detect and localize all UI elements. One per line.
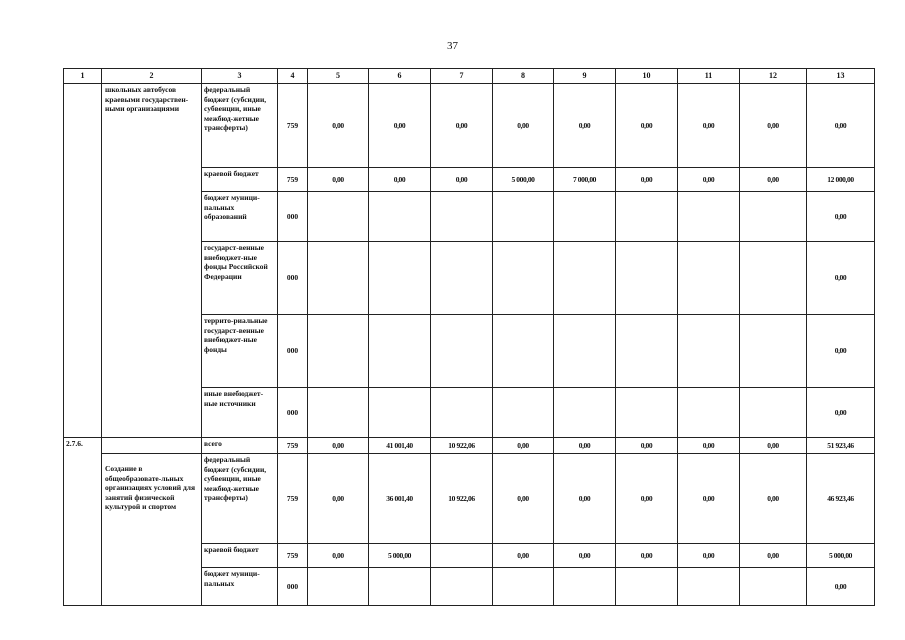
value-cell <box>431 544 493 568</box>
column-header: 6 <box>369 69 431 84</box>
column-header: 3 <box>202 69 278 84</box>
value-cell: 0,00 <box>678 84 740 168</box>
value-cell: 0,00 <box>554 544 616 568</box>
value-cell: 0,00 <box>431 84 493 168</box>
value-cell <box>369 315 431 388</box>
code-cell: 000 <box>278 315 308 388</box>
column-header: 13 <box>807 69 875 84</box>
code-cell: 759 <box>278 168 308 192</box>
funding-source-cell: бюджет муници-пальных образований <box>202 192 278 242</box>
value-cell: 0,00 <box>308 438 369 454</box>
funding-source-cell: бюджет муници-пальных <box>202 568 278 606</box>
value-cell: 0,00 <box>554 438 616 454</box>
column-header: 10 <box>616 69 678 84</box>
value-cell: 0,00 <box>616 168 678 192</box>
funding-source-cell: иные внебюджет-ные источники <box>202 388 278 438</box>
value-cell: 0,00 <box>678 454 740 544</box>
total-cell: 0,00 <box>807 388 875 438</box>
code-cell: 759 <box>278 84 308 168</box>
value-cell: 0,00 <box>554 84 616 168</box>
value-cell <box>493 315 554 388</box>
value-cell <box>308 388 369 438</box>
value-cell: 0,00 <box>308 84 369 168</box>
value-cell: 0,00 <box>308 544 369 568</box>
value-cell <box>431 568 493 606</box>
value-cell <box>369 568 431 606</box>
value-cell: 0,00 <box>740 454 807 544</box>
value-cell <box>369 388 431 438</box>
value-cell: 0,00 <box>740 438 807 454</box>
value-cell: 0,00 <box>308 454 369 544</box>
column-header: 4 <box>278 69 308 84</box>
value-cell: 7 000,00 <box>554 168 616 192</box>
value-cell <box>369 242 431 315</box>
funding-source-cell: террито-риальные государст-венные внебюджет-ные фонды <box>202 315 278 388</box>
value-cell <box>493 242 554 315</box>
funding-source-cell: федеральный бюджет (субсидии, субвенции, иные межбюд-жетные трансферты) <box>202 454 278 544</box>
value-cell <box>554 388 616 438</box>
value-cell: 0,00 <box>678 544 740 568</box>
item-name-cell: Создание в общеобразовате-льных организациях условий для занятий физической культурой и спортом <box>102 454 202 606</box>
value-cell <box>493 192 554 242</box>
value-cell: 0,00 <box>678 168 740 192</box>
column-header: 9 <box>554 69 616 84</box>
item-number-cell <box>64 84 102 438</box>
page-number: 37 <box>447 40 458 52</box>
table-row <box>64 84 875 168</box>
value-cell <box>554 315 616 388</box>
value-cell: 0,00 <box>616 84 678 168</box>
value-cell <box>308 568 369 606</box>
value-cell <box>740 568 807 606</box>
value-cell: 0,00 <box>678 438 740 454</box>
value-cell <box>616 568 678 606</box>
funding-source-cell: всего <box>202 438 278 454</box>
value-cell: 0,00 <box>616 438 678 454</box>
value-cell <box>308 315 369 388</box>
value-cell: 0,00 <box>740 544 807 568</box>
total-cell: 0,00 <box>807 242 875 315</box>
code-cell: 759 <box>278 454 308 544</box>
item-name-cell <box>102 438 202 454</box>
code-cell: 000 <box>278 568 308 606</box>
value-cell: 5 000,00 <box>369 544 431 568</box>
value-cell: 36 001,40 <box>369 454 431 544</box>
value-cell <box>740 192 807 242</box>
column-header: 11 <box>678 69 740 84</box>
value-cell <box>740 388 807 438</box>
value-cell: 0,00 <box>740 84 807 168</box>
table-row <box>64 438 875 454</box>
value-cell <box>493 388 554 438</box>
total-cell: 0,00 <box>807 84 875 168</box>
value-cell <box>554 568 616 606</box>
value-cell <box>308 192 369 242</box>
column-header: 5 <box>308 69 369 84</box>
value-cell: 0,00 <box>616 544 678 568</box>
value-cell: 0,00 <box>369 84 431 168</box>
value-cell <box>678 242 740 315</box>
value-cell <box>678 315 740 388</box>
column-header: 1 <box>64 69 102 84</box>
value-cell: 0,00 <box>740 168 807 192</box>
funding-source-cell: федеральный бюджет (субсидии, субвенции, иные межбюд-жетные трансферты) <box>202 84 278 168</box>
code-cell: 000 <box>278 192 308 242</box>
value-cell <box>431 388 493 438</box>
value-cell <box>678 388 740 438</box>
value-cell: 0,00 <box>554 454 616 544</box>
value-cell: 10 922,06 <box>431 454 493 544</box>
value-cell: 0,00 <box>308 168 369 192</box>
total-cell: 0,00 <box>807 192 875 242</box>
total-cell: 12 000,00 <box>807 168 875 192</box>
value-cell <box>616 192 678 242</box>
value-cell: 0,00 <box>616 454 678 544</box>
column-header: 2 <box>102 69 202 84</box>
value-cell <box>554 242 616 315</box>
value-cell <box>678 192 740 242</box>
value-cell <box>616 315 678 388</box>
funding-source-cell: краевой бюджет <box>202 168 278 192</box>
value-cell: 0,00 <box>493 84 554 168</box>
value-cell <box>740 242 807 315</box>
value-cell: 0,00 <box>369 168 431 192</box>
value-cell <box>616 242 678 315</box>
code-cell: 000 <box>278 388 308 438</box>
value-cell <box>431 192 493 242</box>
value-cell: 41 001,40 <box>369 438 431 454</box>
value-cell: 0,00 <box>493 454 554 544</box>
value-cell <box>431 242 493 315</box>
value-cell: 10 922,06 <box>431 438 493 454</box>
column-header: 12 <box>740 69 807 84</box>
code-cell: 000 <box>278 242 308 315</box>
budget-table <box>63 68 875 606</box>
item-name-cell: школьных автобусов краевыми государствен-ными организациями <box>102 84 202 438</box>
value-cell <box>308 242 369 315</box>
value-cell <box>554 192 616 242</box>
value-cell <box>431 315 493 388</box>
value-cell <box>493 568 554 606</box>
value-cell <box>678 568 740 606</box>
code-cell: 759 <box>278 438 308 454</box>
total-cell: 5 000,00 <box>807 544 875 568</box>
table-row <box>64 454 875 544</box>
column-header: 8 <box>493 69 554 84</box>
value-cell <box>616 388 678 438</box>
header-row <box>64 69 875 84</box>
funding-source-cell: государст-венные внебюджет-ные фонды Российской Федерации <box>202 242 278 315</box>
code-cell: 759 <box>278 544 308 568</box>
value-cell: 0,00 <box>493 544 554 568</box>
value-cell <box>369 192 431 242</box>
total-cell: 51 923,46 <box>807 438 875 454</box>
value-cell: 0,00 <box>493 438 554 454</box>
value-cell: 5 000,00 <box>493 168 554 192</box>
total-cell: 0,00 <box>807 568 875 606</box>
value-cell: 0,00 <box>431 168 493 192</box>
value-cell <box>740 315 807 388</box>
funding-source-cell: краевой бюджет <box>202 544 278 568</box>
total-cell: 0,00 <box>807 315 875 388</box>
total-cell: 46 923,46 <box>807 454 875 544</box>
column-header: 7 <box>431 69 493 84</box>
item-number-cell: 2.7.6. <box>64 438 102 606</box>
